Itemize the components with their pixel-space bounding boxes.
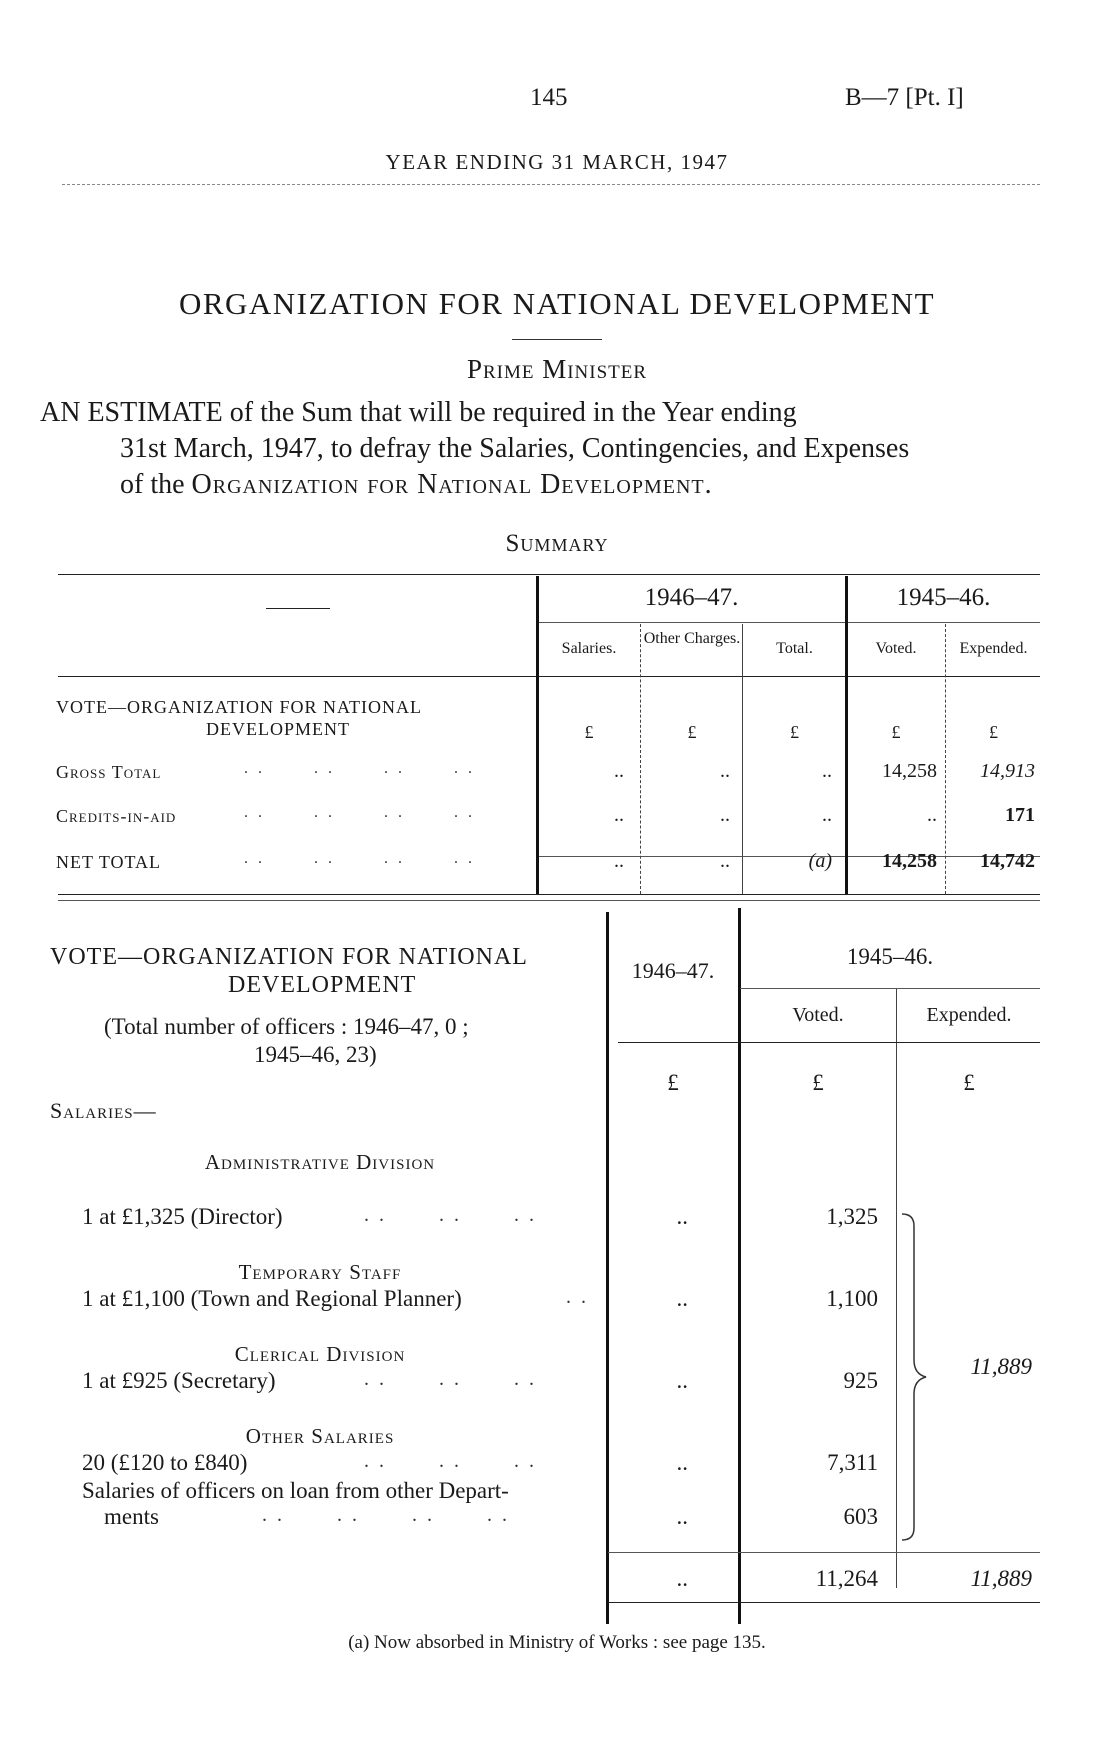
- detail-year-current: 1946–47.: [631, 958, 715, 983]
- summary-bottom-rule: [58, 894, 1040, 895]
- line-item-label: 1 at £1,325 (Director): [82, 1204, 283, 1229]
- summary-pound-5: £: [989, 722, 998, 742]
- summary-cell: ..: [720, 804, 730, 826]
- line-item-label: 1 at £1,100 (Town and Regional Planner): [82, 1286, 462, 1311]
- estimate-line-1: AN ESTIMATE of the Sum that will be required in the Year ending: [40, 397, 797, 428]
- summary-cell: ..: [614, 760, 624, 782]
- detail-year-previous: 1945–46.: [846, 944, 934, 969]
- summary-cell: 14,258: [882, 760, 937, 782]
- header-rule: [62, 184, 1040, 185]
- year-ending-line: YEAR ENDING 31 MARCH, 1947: [385, 150, 729, 174]
- title-divider: [512, 339, 602, 340]
- bracket-brace: [900, 1212, 930, 1542]
- leader-dots: ..: [566, 1286, 596, 1308]
- detail-col-expended: Expended.: [926, 1004, 1012, 1026]
- bracket-expended-value: 11,889: [970, 1354, 1032, 1379]
- line-item-current: ..: [676, 1286, 688, 1311]
- summary-pound-4: £: [891, 722, 901, 742]
- summary-cell: (a): [808, 850, 832, 872]
- summary-cell: ..: [720, 850, 730, 872]
- leader-dots: .. .. ..: [364, 1204, 544, 1226]
- leader-dots: .. .. .. ..: [262, 1504, 517, 1526]
- summary-col-salaries: Salaries.: [561, 640, 617, 657]
- summary-col-divider-1: [640, 624, 641, 894]
- leader-dots: .. .. .. ..: [244, 760, 482, 777]
- total-expended: 11,889: [970, 1566, 1032, 1591]
- detail-year-rule: [740, 988, 1040, 989]
- detail-vote-line-1: VOTE—ORGANIZATION FOR NATIONAL: [50, 944, 528, 970]
- detail-vote-line-2: DEVELOPMENT: [228, 972, 417, 998]
- summary-cell: ..: [614, 804, 624, 826]
- summary-row-label: Credits-in-aid: [56, 806, 177, 826]
- part-reference: B—7 [Pt. I]: [845, 84, 964, 111]
- detail-divider-right: [896, 988, 897, 1588]
- detail-pound-voted: £: [812, 1070, 824, 1095]
- summary-cell: ..: [614, 850, 624, 872]
- summary-row-label: NET TOTAL: [56, 852, 162, 872]
- summary-bottom-rule-2: [58, 900, 1040, 901]
- line-item-label: 20 (£120 to £840): [82, 1450, 248, 1475]
- line-item-voted: 1,100: [826, 1286, 878, 1311]
- summary-cell: ..: [927, 804, 937, 826]
- estimate-line-2: 31st March, 1947, to defray the Salaries, Contingencies, and Expenses: [120, 433, 910, 464]
- line-item-voted: 925: [843, 1368, 878, 1393]
- minister-heading: Prime Minister: [466, 354, 648, 384]
- detail-salaries-heading: Salaries—: [50, 1098, 157, 1123]
- summary-cell: 14,742: [980, 850, 1035, 872]
- summary-heading: Summary: [505, 530, 609, 557]
- leader-dots: .. .. ..: [364, 1368, 544, 1390]
- line-item-current: ..: [676, 1450, 688, 1475]
- line-item-label: 1 at £925 (Secretary): [82, 1368, 276, 1393]
- summary-pound-3: £: [790, 722, 799, 742]
- summary-top-rule: [58, 574, 1040, 575]
- summary-cell: ..: [822, 804, 832, 826]
- leader-dots: .. .. .. ..: [244, 804, 482, 821]
- estimate-line-3-prefix: of the: [120, 469, 185, 500]
- line-item-voted: 7,311: [827, 1450, 878, 1475]
- summary-cell: 171: [1005, 804, 1035, 826]
- footnote: (a) Now absorbed in Ministry of Works : see page 135.: [348, 1632, 766, 1653]
- summary-col-voted: Voted.: [875, 640, 917, 657]
- leader-dots: .. .. ..: [364, 1450, 544, 1472]
- estimate-paragraph: [40, 395, 1050, 503]
- page-title: ORGANIZATION FOR NATIONAL DEVELOPMENT: [178, 286, 936, 321]
- detail-total-rule-top: [608, 1552, 1040, 1553]
- summary-cell: ..: [822, 760, 832, 782]
- total-current: ..: [676, 1566, 688, 1591]
- total-voted: 11,264: [815, 1566, 878, 1591]
- line-item-current: ..: [676, 1204, 688, 1229]
- summary-vote-label-1: VOTE—ORGANIZATION FOR NATIONAL: [56, 697, 422, 717]
- line-item-label: Salaries of officers on loan from other Depart-: [82, 1478, 509, 1503]
- section-heading: Temporary Staff: [238, 1260, 402, 1284]
- estimate-line-3: [40, 467, 1050, 503]
- detail-col-voted: Voted.: [792, 1004, 844, 1026]
- summary-cell: ..: [720, 760, 730, 782]
- line-item-voted: 603: [843, 1504, 878, 1529]
- summary-stub-dash: [266, 608, 330, 609]
- section-heading: Other Salaries: [245, 1424, 395, 1448]
- section-heading: Administrative Division: [204, 1150, 436, 1174]
- detail-pound-current: £: [667, 1070, 679, 1095]
- summary-pound-2: £: [687, 722, 697, 742]
- summary-year-previous: 1945–46.: [896, 584, 991, 611]
- detail-pound-expended: £: [963, 1070, 975, 1095]
- line-item-label-cont: ments: [104, 1504, 159, 1529]
- estimate-line-3-org: Organization for National Development.: [191, 469, 713, 500]
- summary-vote-label-2: DEVELOPMENT: [206, 719, 350, 739]
- summary-col-divider-2: [742, 624, 743, 894]
- summary-year-rule: [538, 622, 1040, 623]
- summary-header-rule: [58, 676, 1040, 677]
- summary-cell: 14,258: [882, 850, 937, 872]
- page-number: 145: [530, 84, 568, 111]
- detail-total-rule-bottom: [608, 1602, 1040, 1603]
- detail-officers-line-1: (Total number of officers : 1946–47, 0 ;: [104, 1014, 469, 1039]
- summary-year-current: 1946–47.: [644, 584, 739, 611]
- leader-dots: .. .. .. ..: [244, 850, 482, 867]
- line-item-voted: 1,325: [826, 1204, 878, 1229]
- summary-pound-1: £: [584, 722, 594, 742]
- section-heading: Clerical Division: [234, 1342, 406, 1366]
- summary-col-expended: Expended.: [959, 640, 1028, 657]
- detail-officers-line-2: 1945–46, 23): [254, 1042, 377, 1067]
- line-item-current: ..: [676, 1368, 688, 1393]
- summary-col-other-charges: Other Charges.: [643, 630, 741, 647]
- detail-header-rule: [618, 1042, 1040, 1043]
- summary-row-label: Gross Total: [56, 762, 162, 782]
- summary-cell: 14,913: [980, 760, 1035, 782]
- summary-col-divider-3: [945, 624, 946, 894]
- summary-col-total: Total.: [776, 640, 813, 657]
- line-item-current: ..: [676, 1504, 688, 1529]
